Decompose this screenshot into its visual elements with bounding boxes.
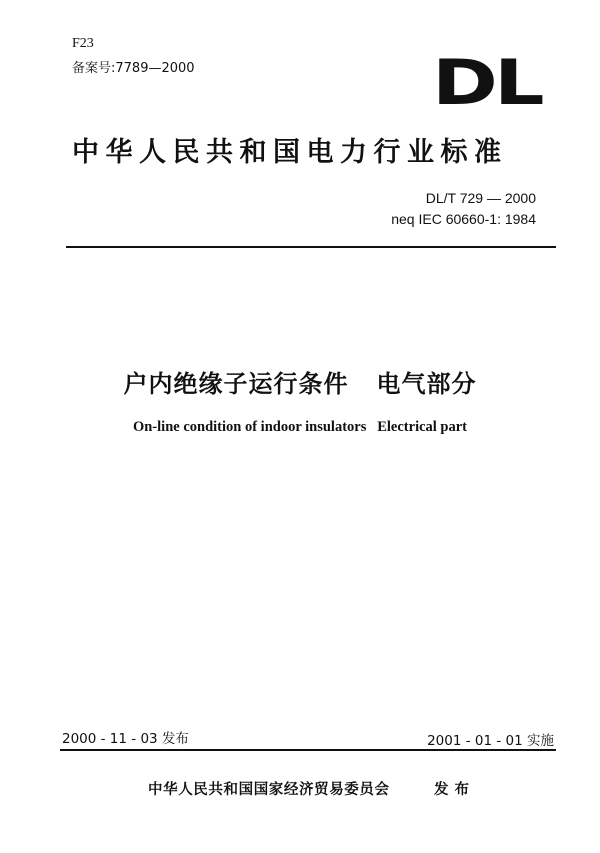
implementation-date: 2001 - 01 - 01 实施 <box>427 733 554 749</box>
document-title-english: On-line condition of indoor insulators Electrical part <box>132 419 468 435</box>
standard-code: DL/T 729 — 2000 <box>425 190 536 206</box>
record-number: 备案号:7789—2000 <box>72 61 195 76</box>
dl-logo: DL <box>432 46 541 119</box>
adoption-reference: neq IEC 60660-1: 1984 <box>391 211 536 227</box>
top-divider <box>66 246 556 248</box>
classification-code: F23 <box>72 36 94 51</box>
issue-date: 2000 - 11 - 03 发布 <box>62 731 189 747</box>
issuing-authority: 中华人民共和国国家经济贸易委员会 <box>148 782 390 798</box>
bottom-divider <box>60 749 556 751</box>
issue-label: 发布 <box>434 782 475 798</box>
industry-standard-title: 中华人民共和国电力行业标准 <box>72 137 508 168</box>
document-title-chinese: 户内绝缘子运行条件 电气部分 <box>123 370 477 398</box>
